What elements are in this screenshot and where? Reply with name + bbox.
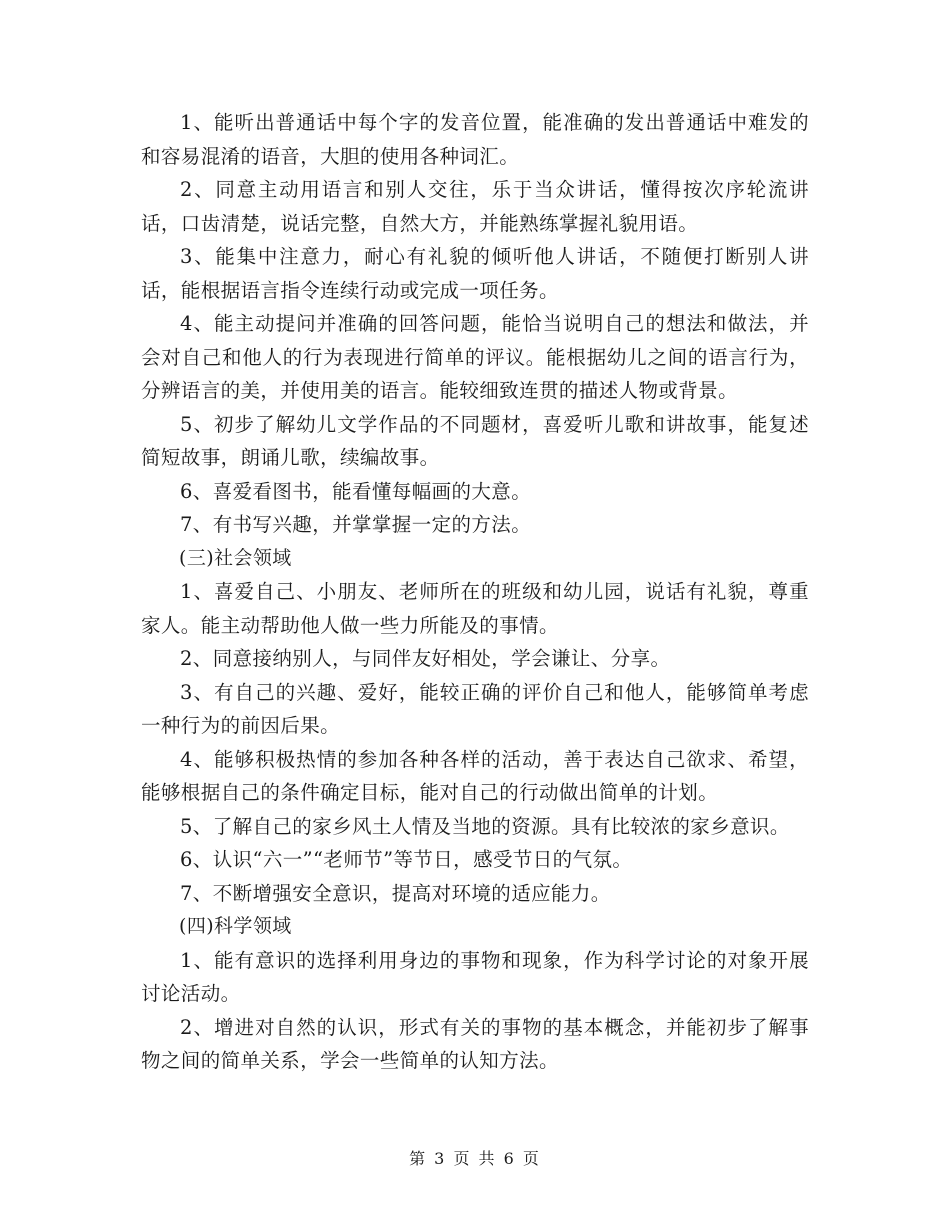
section-heading-social: (三)社会领域: [179, 546, 292, 569]
paragraph: 7、不断增强安全意识，提高对环境的适应能力。: [180, 881, 611, 905]
paragraph: 1、能听出普通话中每个字的发音位置，能准确的发出普通话中难发的和容易混淆的语音，大胆的使用各种词汇。: [141, 111, 809, 168]
paragraph: 3、有自己的兴趣、爱好，能较正确的评价自己和他人，能够简单考虑一种行为的前因后果。: [141, 680, 809, 737]
paragraph: 2、增进对自然的认识，形式有关的事物的基本概念，并能初步了解事物之间的简单关系，学会一些简单的认知方法。: [141, 1015, 809, 1072]
paragraph: 5、初步了解幼儿文学作品的不同题材，喜爱听儿歌和讲故事，能复述简短故事，朗诵儿歌，续编故事。: [141, 412, 809, 469]
paragraph: 4、能够积极热情的参加各种各样的活动，善于表达自己欲求、希望，能够根据自己的条件确定目标，能对自己的行动做出简单的计划。: [141, 747, 809, 804]
document-body: [141, 106, 809, 1078]
paragraph: 5、了解自己的家乡风土人情及当地的资源。具有比较浓的家乡意识。: [180, 814, 790, 838]
page-number-footer: 第 3 页 共 6 页: [409, 1149, 541, 1168]
paragraph: 1、能有意识的选择利用身边的事物和现象，作为科学讨论的对象开展讨论活动。: [141, 948, 809, 1005]
paragraph: 1、喜爱自己、小朋友、老师所在的班级和幼儿园，说话有礼貌，尊重家人。能主动帮助他人做一些力所能及的事情。: [141, 580, 809, 637]
section-heading-science: (四)科学领域: [179, 915, 292, 937]
paragraph: 2、同意主动用语言和别人交往，乐于当众讲话，懂得按次序轮流讲话，口齿清楚，说话完整，自然大方，并能熟练掌握礼貌用语。: [141, 178, 809, 235]
paragraph: 6、喜爱看图书，能看懂每幅画的大意。: [180, 479, 532, 503]
paragraph: 4、能主动提问并准确的回答问题，能恰当说明自己的想法和做法，并会对自己和他人的行为表现进行简单的评议。能根据幼儿之间的语言行为，分辨语言的美，并使用美的语言。能较细致连贯的描述人物或背景。: [141, 312, 809, 402]
paragraph: 6、认识“六一”“老师节”等节日，感受节日的气氛。: [180, 848, 633, 871]
paragraph: 7、有书写兴趣，并掌掌握一定的方法。: [180, 513, 532, 536]
paragraph: 2、同意接纳别人，与同伴友好相处，学会谦让、分享。: [180, 647, 671, 670]
paragraph: 3、能集中注意力，耐心有礼貌的倾听他人讲话，不随便打断别人讲话，能根据语言指令连续行动或完成一项任务。: [141, 245, 809, 302]
